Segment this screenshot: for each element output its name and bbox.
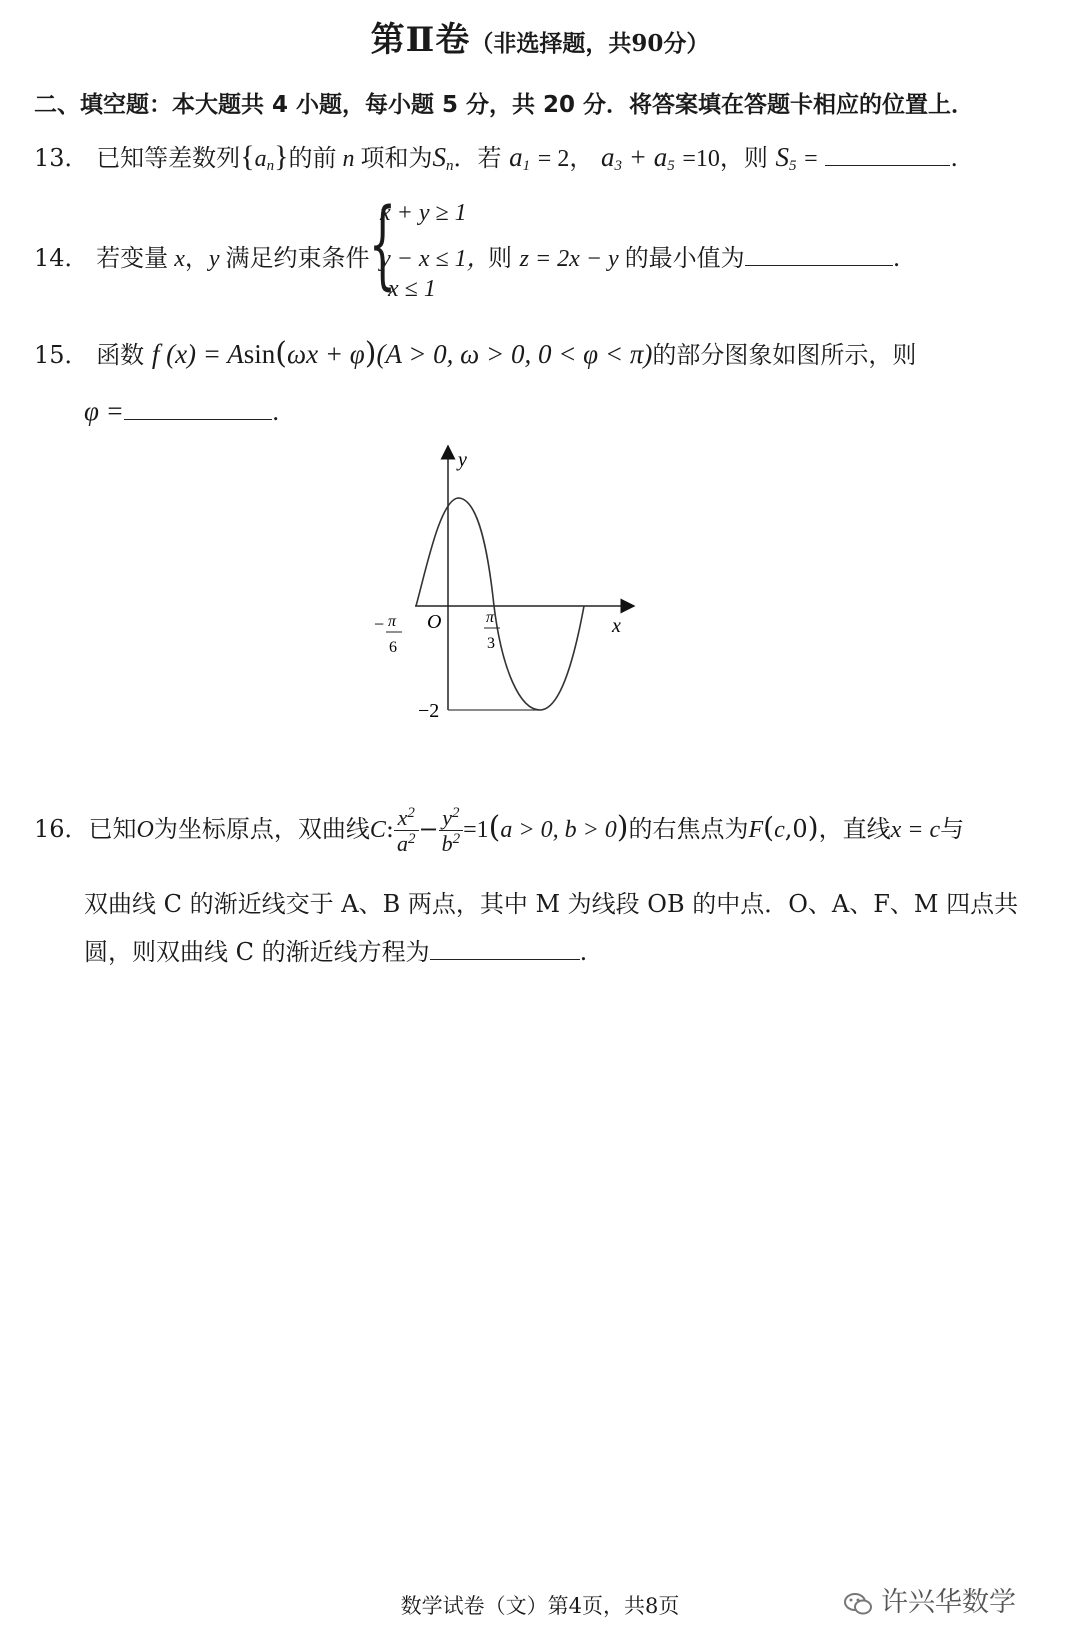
- constraint-3: x ≤ 1: [388, 276, 436, 302]
- function-graph: [360, 440, 650, 740]
- q15-text-2: 的部分图象如图所示，则: [652, 341, 917, 369]
- q14-answer-blank: [745, 264, 893, 266]
- constraint-brace: {: [368, 188, 397, 300]
- svg-text:6: 6: [389, 639, 397, 656]
- q16-text-1: 已知: [88, 815, 137, 844]
- page-title: [0, 12, 1080, 61]
- q16-text-3: 的右焦点为: [628, 815, 749, 844]
- page-footer: 数学试卷（文）第4页，共8页: [400, 1594, 680, 1618]
- title-subtitle: （非选择题，共90分）: [470, 30, 710, 57]
- x-tick-neg-pi-6: [374, 613, 402, 656]
- q16-text-2: 为坐标原点，双曲线: [153, 815, 370, 844]
- svg-text:3: 3: [487, 635, 495, 652]
- q13-text-2: 的前: [288, 144, 337, 172]
- question-16-line-3: 圆，则双曲线 C 的渐近线方程为 .: [84, 938, 588, 966]
- x-axis-label: x: [612, 615, 621, 637]
- origin-label: O: [427, 611, 442, 633]
- q15-number: 15．: [34, 341, 89, 369]
- question-16: 16．已知O为坐标原点，双曲线C: $\frac{x^2}{a^2}$ − $\frac{y^2}{b^2}$ =1(a > 0, b > 0)的右焦点为F(c,0)，直线x = c与: [34, 805, 965, 857]
- q13-text-7: =: [804, 146, 818, 172]
- q16-answer-blank: [430, 958, 580, 960]
- q14-text-3: 则: [488, 244, 512, 272]
- watermark: [843, 1580, 1016, 1619]
- sine-curve: [416, 498, 584, 710]
- svg-text:−: −: [374, 614, 385, 634]
- q13-text-1: 已知等差数列: [96, 144, 241, 172]
- y-tick-neg-2: −2: [418, 700, 440, 722]
- question-14-tail: 则 z = 2x − y 的最小值为 .: [488, 244, 901, 272]
- q14-number: 14．: [34, 244, 89, 272]
- q16-text-line3: 圆，则双曲线 C 的渐近线方程为: [84, 938, 430, 966]
- q15-text-3: φ =: [84, 396, 124, 426]
- q14-text-4: 的最小值为: [624, 244, 745, 272]
- y-axis-label: y: [458, 449, 467, 471]
- q13-text-3: 项和为: [360, 144, 433, 172]
- q14-text-1: 若变量: [96, 244, 169, 272]
- svg-text:π: π: [388, 613, 397, 630]
- q13-text-6: =10，则: [682, 146, 768, 172]
- wechat-icon: [843, 1591, 873, 1617]
- q13-number: 13．: [34, 144, 89, 172]
- q16-number: 16．: [34, 815, 89, 844]
- section-heading: 二、填空题：本大题共 4 小题，每小题 5 分，共 20 分．将答案填在答题卡相应的位置上．: [34, 92, 975, 118]
- q16-text-5: 与: [940, 815, 965, 844]
- q15-text-1: 函数: [96, 341, 145, 369]
- question-15-answer: φ = .: [84, 396, 280, 426]
- watermark-text: 许兴华数学: [881, 1587, 1016, 1618]
- q14-text-2: 满足约束条件: [225, 244, 370, 272]
- constraint-1: x + y ≥ 1: [380, 200, 467, 226]
- q13-text-5: = 2，: [537, 146, 594, 172]
- question-16-line-2: 双曲线 C 的渐近线交于 A、B 两点，其中 M 为线段 OB 的中点．O、A、F、M 四点共: [84, 890, 1019, 918]
- question-15: 15． 函数 f (x) = Asin(ωx + φ)(A > 0, ω > 0, 0 < φ < π)的部分图象如图所示，则: [34, 336, 917, 371]
- q13-answer-blank: [825, 164, 950, 166]
- question-14: 14． 若变量 x，y 满足约束条件: [34, 244, 370, 272]
- q15-answer-blank: [124, 418, 272, 420]
- question-13: 13． 已知等差数列{an}的前 n 项和为Sn．若 a1 = 2， a3 + a5 =10，则 S5 = .: [34, 140, 958, 174]
- q13-text-4: ．若: [453, 144, 502, 172]
- svg-text:π: π: [486, 609, 495, 626]
- constraint-2: y − x ≤ 1，: [380, 246, 491, 272]
- title-main: 第Ⅱ卷: [370, 20, 471, 60]
- q16-text-4: ，直线: [818, 815, 891, 844]
